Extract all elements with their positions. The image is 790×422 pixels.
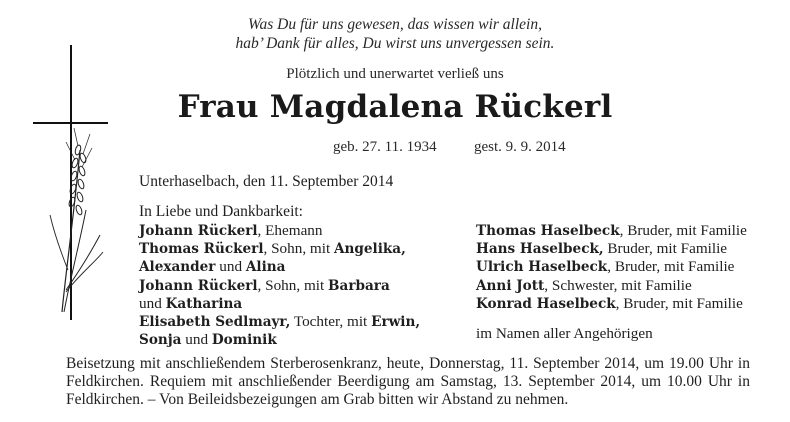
verse-line-1: Was Du für uns gewesen, das wissen wir allein,: [248, 16, 542, 33]
list-item: Thomas Rückerl, Sohn, mit Angelika,: [139, 240, 406, 258]
list-item: Konrad Haselbeck, Bruder, mit Familie: [476, 294, 743, 312]
list-item: Ulrich Haselbeck, Bruder, mit Familie: [476, 258, 735, 276]
on-behalf-text: im Namen aller Angehörigen: [476, 325, 653, 342]
list-item: Hans Haselbeck, Bruder, mit Familie: [476, 240, 728, 258]
list-item: Johann Rückerl, Ehemann: [139, 222, 323, 239]
mourners-left-list: [139, 222, 420, 349]
list-item: Alexander und Alina: [139, 258, 286, 276]
place-date: Unterhaselbach, den 11. September 2014: [139, 173, 394, 190]
death-date: gest. 9. 9. 2014: [474, 139, 566, 155]
list-item: Elisabeth Sedlmayr, Tochter, mit Erwin,: [139, 313, 421, 331]
deceased-name: Frau Magdalena Rückerl: [177, 89, 613, 125]
list-item: Thomas Haselbeck, Bruder, mit Familie: [476, 222, 747, 239]
list-item: Johann Rückerl, Sohn, mit Barbara: [139, 276, 390, 294]
list-item: Anni Jott, Schwester, mit Familie: [476, 276, 692, 294]
verse-line-2: hab’ Dank für alles, Du wirst uns unvergessen sein.: [235, 35, 555, 52]
intro-text: Plötzlich und unerwartet verließ uns: [286, 66, 504, 82]
mourning-intro: In Liebe und Dankbarkeit:: [139, 203, 303, 220]
birth-date: geb. 27. 11. 1934: [333, 139, 437, 155]
mourners-right-list: [476, 222, 747, 313]
funeral-notice: Beisetzung mit anschließendem Sterberosenkranz, heute, Donnerstag, 11. September 2014, um 19.00 Uhr in Feldkirchen. Requiem mit anschließender Beerdigung am Samstag, 13. September 2014, um 10.00 Uhr in Feldkirchen. – Von Beileidsbezeigungen am Grab bitten wir Abstand zu nehmen.: [66, 355, 750, 408]
list-item: und Katharina: [139, 294, 243, 312]
list-item: Sonja und Dominik: [139, 331, 277, 349]
